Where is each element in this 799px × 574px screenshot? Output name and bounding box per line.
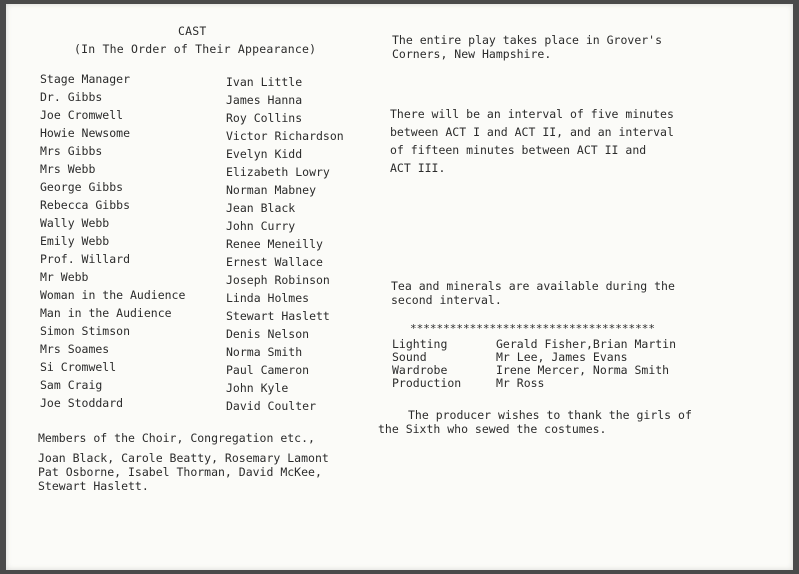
thanks-line: The producer wishes to thank the girls of — [408, 408, 692, 422]
actor-name: Victor Richardson — [226, 129, 344, 143]
actor-name: David Coulter — [226, 399, 317, 413]
role-name: Man in the Audience — [40, 306, 172, 320]
actor-name: Ernest Wallace — [226, 255, 323, 269]
role-name: Simon Stimson — [40, 324, 131, 338]
actor-name: Paul Cameron — [226, 363, 310, 377]
crew-row — [392, 377, 712, 390]
actor-name: Roy Collins — [226, 111, 303, 125]
crew-role: Sound — [392, 350, 427, 364]
choir-line: Pat Osborne, Isabel Thorman, David McKee, — [38, 465, 322, 479]
setting-note — [392, 33, 662, 61]
cast-title: CAST — [178, 24, 207, 38]
role-name: Joe Cromwell — [40, 108, 124, 122]
crew-names: Irene Mercer, Norma Smith — [496, 363, 670, 377]
crew-role: Wardrobe — [392, 363, 448, 377]
actor-name: Ivan Little — [226, 75, 303, 89]
role-name: Mrs Gibbs — [40, 144, 103, 158]
crew-names: Gerald Fisher,Brian Martin — [496, 337, 677, 351]
crew-role: Lighting — [392, 337, 448, 351]
choir-heading: Members of the Choir, Congregation etc., — [38, 431, 315, 445]
role-name: Mr Webb — [40, 270, 89, 284]
interval-line: between ACT I and ACT II, and an interval — [390, 125, 674, 139]
actor-name: Elizabeth Lowry — [226, 165, 330, 179]
choir-section — [38, 431, 329, 493]
role-name: Mrs Soames — [40, 342, 110, 356]
interval-note — [390, 105, 674, 177]
cast-roles-column — [40, 70, 185, 412]
choir-line: Joan Black, Carole Beatty, Rosemary Lamont — [38, 451, 329, 465]
star-separator: ************************************* — [410, 322, 656, 335]
actor-name: Stewart Haslett — [226, 309, 330, 323]
role-name: Sam Craig — [40, 378, 103, 392]
tea-line: Tea and minerals are available during the — [391, 279, 675, 293]
role-name: Mrs Webb — [40, 162, 96, 176]
actor-name: Norma Smith — [226, 345, 303, 359]
role-name: Wally Webb — [40, 216, 110, 230]
tea-note — [391, 279, 675, 307]
role-name: Dr. Gibbs — [40, 90, 103, 104]
actor-name: Renee Meneilly — [226, 237, 323, 251]
role-name: Prof. Willard — [40, 252, 131, 266]
actor-name: Joseph Robinson — [226, 273, 330, 287]
actor-name: John Curry — [226, 219, 296, 233]
role-name: Stage Manager — [40, 72, 131, 86]
interval-line: ACT III. — [390, 161, 446, 175]
actor-name: John Kyle — [226, 381, 289, 395]
setting-line: The entire play takes place in Grover's — [392, 33, 663, 47]
crew-role: Production — [392, 376, 462, 390]
interval-line: of fifteen minutes between ACT II and — [390, 143, 647, 157]
crew-names: Mr Ross — [496, 376, 545, 390]
role-name: Emily Webb — [40, 234, 110, 248]
choir-line: Stewart Haslett. — [38, 479, 149, 493]
thanks-line: the Sixth who sewed the costumes. — [378, 422, 607, 436]
actor-name: James Hanna — [226, 93, 303, 107]
interval-line: There will be an interval of five minutes — [390, 107, 674, 121]
actor-name: Norman Mabney — [226, 183, 317, 197]
role-name: Si Cromwell — [40, 360, 117, 374]
crew-list — [392, 338, 712, 390]
role-name: Woman in the Audience — [40, 288, 186, 302]
crew-names: Mr Lee, James Evans — [496, 350, 628, 364]
actor-name: Evelyn Kidd — [226, 147, 303, 161]
role-name: Howie Newsome — [40, 126, 131, 140]
thanks-note — [378, 408, 692, 436]
role-name: George Gibbs — [40, 180, 124, 194]
actor-name: Jean Black — [226, 201, 296, 215]
cast-actors-column — [226, 73, 344, 415]
role-name: Joe Stoddard — [40, 396, 124, 410]
tea-line: second interval. — [391, 293, 502, 307]
setting-line: Corners, New Hampshire. — [392, 47, 552, 61]
cast-subtitle: (In The Order of Their Appearance) — [74, 42, 317, 56]
actor-name: Denis Nelson — [226, 327, 310, 341]
role-name: Rebecca Gibbs — [40, 198, 131, 212]
programme-page — [6, 4, 793, 570]
actor-name: Linda Holmes — [226, 291, 310, 305]
